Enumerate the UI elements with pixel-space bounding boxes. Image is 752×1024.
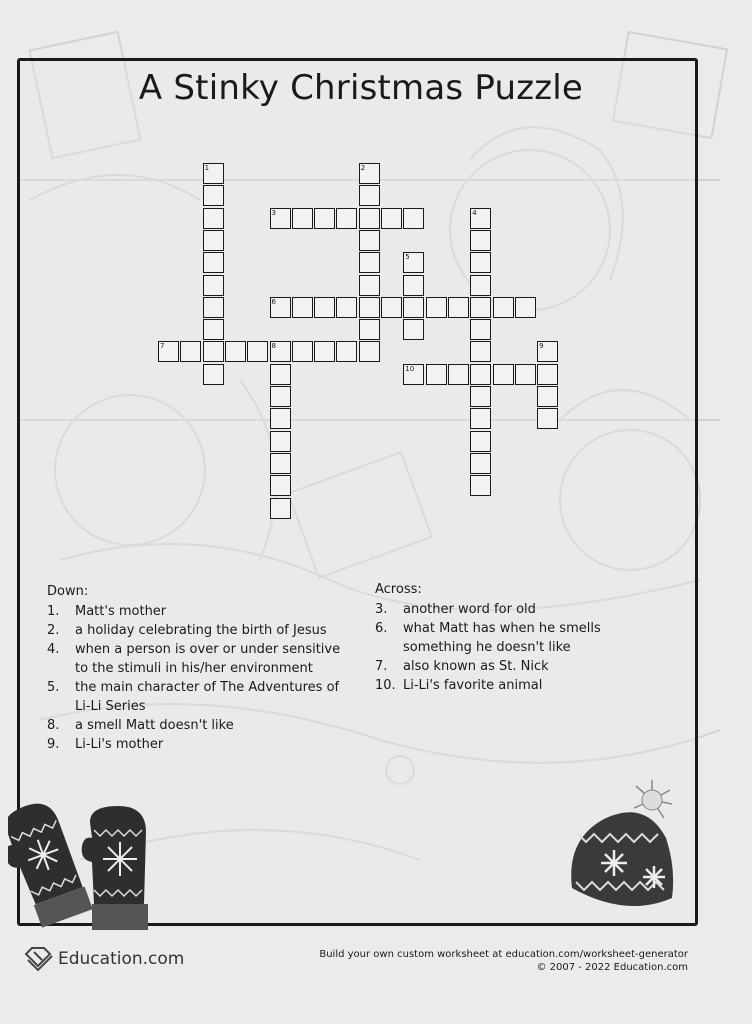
crossword-cell[interactable]: [426, 297, 447, 318]
crossword-cell[interactable]: [448, 297, 469, 318]
crossword-cell[interactable]: [336, 341, 357, 362]
crossword-cell[interactable]: [225, 341, 246, 362]
across-clue: [375, 657, 673, 676]
clue-label-number: 4.: [47, 642, 60, 657]
crossword-cell[interactable]: [359, 230, 380, 251]
crossword-cell[interactable]: [403, 364, 424, 385]
crossword-cell[interactable]: [359, 208, 380, 229]
clue-label-number: 2.: [47, 623, 60, 638]
crossword-cell[interactable]: [270, 297, 291, 318]
down-clue: [47, 678, 345, 716]
clue-text: the main character of The Adventures of Li-Li Series: [75, 680, 340, 714]
crossword-cell[interactable]: [403, 297, 424, 318]
clue-label-number: 7.: [375, 659, 388, 674]
crossword-cell[interactable]: [314, 297, 335, 318]
crossword-cell[interactable]: [493, 364, 514, 385]
clue-text: Li-Li's mother: [75, 737, 164, 752]
crossword-cell[interactable]: [403, 275, 424, 296]
crossword-cell[interactable]: [403, 208, 424, 229]
crossword-cell[interactable]: [203, 163, 224, 184]
crossword-cell[interactable]: [203, 364, 224, 385]
knit-hat-icon: [566, 778, 678, 920]
crossword-cell[interactable]: [270, 475, 291, 496]
crossword-cell[interactable]: [359, 341, 380, 362]
crossword-cell[interactable]: [470, 297, 491, 318]
clue-number: 7: [160, 342, 165, 351]
crossword-cell[interactable]: [158, 341, 179, 362]
clue-label-number: 8.: [47, 718, 60, 733]
clue-label-number: 1.: [47, 604, 60, 619]
clue-text: a holiday celebrating the birth of Jesus: [75, 623, 327, 638]
crossword-cell[interactable]: [203, 252, 224, 273]
clue-label-number: 10.: [375, 678, 396, 693]
copyright-text: © 2007 - 2022 Education.com: [536, 962, 688, 973]
clue-text: a smell Matt doesn't like: [75, 718, 234, 733]
crossword-cell[interactable]: [336, 297, 357, 318]
crossword-cell[interactable]: [270, 364, 291, 385]
mittens-icon: [8, 798, 160, 936]
down-clue: [47, 602, 345, 621]
crossword-cell[interactable]: [470, 319, 491, 340]
crossword-cell[interactable]: [470, 386, 491, 407]
crossword-cell[interactable]: [270, 408, 291, 429]
crossword-cell[interactable]: [470, 408, 491, 429]
crossword-cell[interactable]: [270, 453, 291, 474]
crossword-cell[interactable]: [203, 208, 224, 229]
crossword-cell[interactable]: [270, 498, 291, 519]
clue-number: 9: [539, 342, 544, 351]
crossword-cell[interactable]: [203, 230, 224, 251]
down-clues: [47, 582, 345, 754]
crossword-cell[interactable]: [426, 364, 447, 385]
crossword-cell[interactable]: [359, 275, 380, 296]
crossword-cell[interactable]: [270, 431, 291, 452]
crossword-cell[interactable]: [314, 208, 335, 229]
crossword-cell[interactable]: [381, 208, 402, 229]
build-worksheet-link[interactable]: Build your own custom worksheet at education.com/worksheet-generator: [319, 949, 688, 960]
crossword-cell[interactable]: [537, 408, 558, 429]
across-clues: [375, 580, 673, 695]
crossword-cell[interactable]: [359, 163, 380, 184]
clue-number: 2: [360, 164, 366, 172]
crossword-cell[interactable]: [470, 341, 491, 362]
crossword-cell[interactable]: [270, 208, 291, 229]
clue-label-number: 5.: [47, 680, 60, 695]
education-logo-icon: [24, 944, 54, 974]
across-clue: [375, 600, 673, 619]
crossword-cell[interactable]: [359, 252, 380, 273]
clue-text: Matt's mother: [75, 604, 167, 619]
crossword-cell[interactable]: [203, 185, 224, 206]
down-clue: [47, 640, 345, 678]
crossword-cell[interactable]: [359, 185, 380, 206]
crossword-cell[interactable]: [515, 364, 536, 385]
crossword-cell[interactable]: [180, 341, 201, 362]
clue-number: 10: [405, 364, 415, 373]
clue-text: another word for old: [403, 602, 536, 617]
down-clue: [47, 716, 345, 735]
logo-text: Education.com: [58, 949, 185, 969]
page-title: A Stinky Christmas Puzzle: [138, 68, 584, 108]
crossword-cell[interactable]: [493, 297, 514, 318]
education-logo[interactable]: [24, 944, 184, 974]
clue-label-number: 9.: [47, 737, 60, 752]
clue-text: what Matt has when he smells something he doesn't like: [403, 621, 601, 655]
crossword-cell[interactable]: [292, 208, 313, 229]
crossword-cell[interactable]: [203, 341, 224, 362]
down-clue: [47, 735, 345, 754]
clue-number: 5: [405, 253, 410, 262]
crossword-cell[interactable]: [359, 319, 380, 340]
clue-text: also known as St. Nick: [403, 659, 549, 674]
crossword-cell[interactable]: [203, 275, 224, 296]
crossword-cell[interactable]: [470, 275, 491, 296]
clue-text: Li-Li's favorite animal: [403, 678, 543, 693]
crossword-cell[interactable]: [292, 297, 313, 318]
across-heading: Across:: [375, 582, 422, 597]
across-clue: [375, 676, 673, 695]
crossword-cell[interactable]: [203, 297, 224, 318]
clue-number: 8: [271, 342, 276, 351]
crossword-cell[interactable]: [470, 431, 491, 452]
clue-number: 4: [472, 208, 477, 217]
crossword-cell[interactable]: [292, 341, 313, 362]
crossword-cell[interactable]: [359, 297, 380, 318]
crossword-cell[interactable]: [470, 453, 491, 474]
crossword-cell[interactable]: [336, 208, 357, 229]
crossword-cell[interactable]: [247, 341, 268, 362]
crossword-cell[interactable]: [403, 319, 424, 340]
crossword-cell[interactable]: [470, 475, 491, 496]
down-heading: Down:: [47, 584, 89, 599]
crossword-cell[interactable]: [270, 386, 291, 407]
crossword-cell[interactable]: [470, 208, 491, 229]
crossword-cell[interactable]: [470, 364, 491, 385]
crossword-cell[interactable]: [314, 341, 335, 362]
down-clue: [47, 621, 345, 640]
crossword-cell[interactable]: [537, 386, 558, 407]
crossword-cell[interactable]: [403, 252, 424, 273]
clue-number: 3: [271, 208, 276, 217]
clue-text: when a person is over or under sensitive to the stimuli in his/her environment: [75, 642, 341, 676]
crossword-cell[interactable]: [203, 319, 224, 340]
clue-label-number: 3.: [375, 602, 388, 617]
crossword-cell[interactable]: [381, 297, 402, 318]
crossword-cell[interactable]: [470, 252, 491, 273]
crossword-cell[interactable]: [537, 364, 558, 385]
crossword-cell[interactable]: [515, 297, 536, 318]
crossword-cell[interactable]: [270, 341, 291, 362]
clue-number: 1: [204, 164, 210, 172]
clue-label-number: 6.: [375, 621, 388, 636]
clue-number: 6: [271, 297, 276, 306]
crossword-cell[interactable]: [537, 341, 558, 362]
crossword-cell[interactable]: [470, 230, 491, 251]
across-clue: [375, 619, 673, 657]
crossword-cell[interactable]: [448, 364, 469, 385]
